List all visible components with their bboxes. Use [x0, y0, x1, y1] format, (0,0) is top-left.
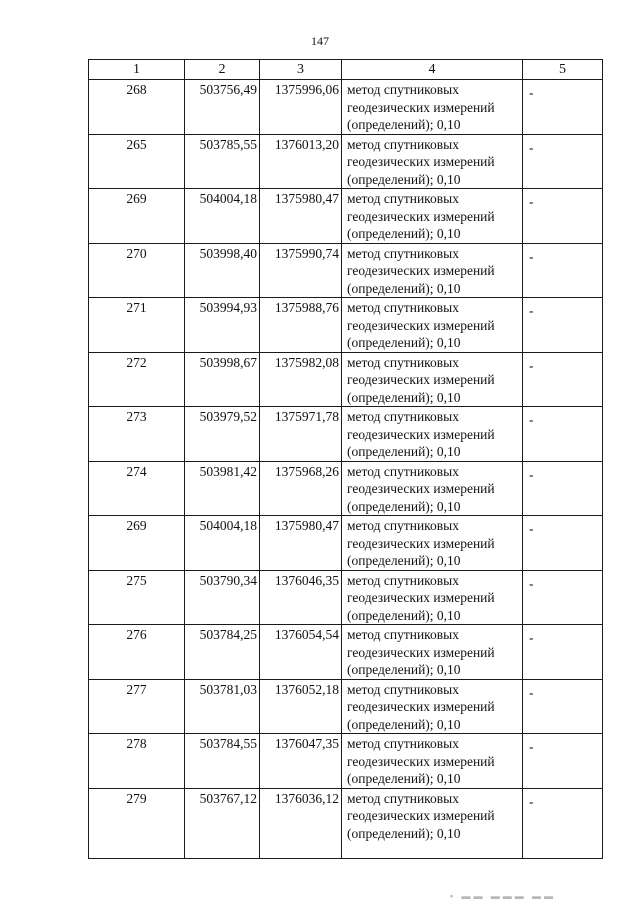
- table-row: [89, 461, 603, 516]
- method-accuracy-cell: метод спутниковых геодезических измерений (определений); 0,10: [342, 298, 523, 353]
- method-accuracy-cell: метод спутниковых геодезических измерений (определений); 0,10: [342, 189, 523, 244]
- note-cell: -: [523, 189, 603, 244]
- point-number-cell: 278: [89, 734, 185, 789]
- coordinate-y-cell: 1375990,74: [260, 243, 342, 298]
- table-body: [89, 80, 603, 859]
- point-number-cell: 273: [89, 407, 185, 462]
- coordinate-x-cell: 504004,18: [185, 189, 260, 244]
- point-number-cell: 265: [89, 134, 185, 189]
- table-header: [89, 60, 603, 80]
- coordinate-x-cell: 503784,55: [185, 734, 260, 789]
- note-cell: -: [523, 407, 603, 462]
- method-accuracy-cell: метод спутниковых геодезических измерений (определений); 0,10: [342, 570, 523, 625]
- point-number-cell: 269: [89, 516, 185, 571]
- coordinate-y-cell: 1376047,35: [260, 734, 342, 789]
- coordinate-x-cell: 503756,49: [185, 80, 260, 135]
- table-row: [89, 243, 603, 298]
- note-cell: -: [523, 352, 603, 407]
- note-cell: -: [523, 570, 603, 625]
- point-number-cell: 269: [89, 189, 185, 244]
- coordinates-table: [88, 59, 603, 859]
- method-accuracy-cell: метод спутниковых геодезических измерений (определений); 0,10: [342, 243, 523, 298]
- coordinate-x-cell: 503767,12: [185, 788, 260, 858]
- coordinate-x-cell: 503998,67: [185, 352, 260, 407]
- coordinate-x-cell: 503784,25: [185, 625, 260, 680]
- coordinate-x-cell: 504004,18: [185, 516, 260, 571]
- table-row: [89, 80, 603, 135]
- point-number-cell: 277: [89, 679, 185, 734]
- header-col-4: 4: [342, 60, 523, 80]
- table-row: [89, 788, 603, 858]
- note-cell: -: [523, 298, 603, 353]
- header-col-3: 3: [260, 60, 342, 80]
- header-row: [89, 60, 603, 80]
- coordinate-x-cell: 503994,93: [185, 298, 260, 353]
- note-cell: -: [523, 80, 603, 135]
- note-cell: -: [523, 679, 603, 734]
- header-col-2: 2: [185, 60, 260, 80]
- coordinate-x-cell: 503790,34: [185, 570, 260, 625]
- note-cell: -: [523, 134, 603, 189]
- note-cell: -: [523, 625, 603, 680]
- coordinate-x-cell: 503979,52: [185, 407, 260, 462]
- coordinate-y-cell: 1375980,47: [260, 516, 342, 571]
- coordinate-y-cell: 1375968,26: [260, 461, 342, 516]
- point-number-cell: 268: [89, 80, 185, 135]
- method-accuracy-cell: метод спутниковых геодезических измерений (определений); 0,10: [342, 679, 523, 734]
- table-row: [89, 134, 603, 189]
- coordinate-y-cell: 1375996,06: [260, 80, 342, 135]
- method-accuracy-cell: метод спутниковых геодезических измерений (определений); 0,10: [342, 516, 523, 571]
- note-cell: -: [523, 243, 603, 298]
- point-number-cell: 271: [89, 298, 185, 353]
- coordinate-x-cell: 503785,55: [185, 134, 260, 189]
- note-cell: -: [523, 734, 603, 789]
- point-number-cell: 276: [89, 625, 185, 680]
- point-number-cell: 270: [89, 243, 185, 298]
- coordinate-y-cell: 1376013,20: [260, 134, 342, 189]
- method-accuracy-cell: метод спутниковых геодезических измерений (определений); 0,10: [342, 788, 523, 858]
- method-accuracy-cell: метод спутниковых геодезических измерений (определений); 0,10: [342, 734, 523, 789]
- coordinate-y-cell: 1376052,18: [260, 679, 342, 734]
- table-row: [89, 570, 603, 625]
- coordinate-y-cell: 1376054,54: [260, 625, 342, 680]
- method-accuracy-cell: метод спутниковых геодезических измерений (определений); 0,10: [342, 625, 523, 680]
- coordinate-y-cell: 1375982,08: [260, 352, 342, 407]
- method-accuracy-cell: метод спутниковых геодезических измерений (определений); 0,10: [342, 134, 523, 189]
- note-cell: -: [523, 516, 603, 571]
- point-number-cell: 275: [89, 570, 185, 625]
- note-cell: -: [523, 788, 603, 858]
- header-col-1: 1: [89, 60, 185, 80]
- method-accuracy-cell: метод спутниковых геодезических измерений (определений); 0,10: [342, 407, 523, 462]
- table-row: [89, 679, 603, 734]
- table-row: [89, 625, 603, 680]
- coordinate-x-cell: 503981,42: [185, 461, 260, 516]
- footer-stamp-mark: ▪ ▬▬ ▬▬▬ ▬▬: [450, 893, 556, 899]
- coordinate-y-cell: 1375980,47: [260, 189, 342, 244]
- table-row: [89, 516, 603, 571]
- header-col-5: 5: [523, 60, 603, 80]
- point-number-cell: 279: [89, 788, 185, 858]
- coordinate-x-cell: 503781,03: [185, 679, 260, 734]
- table-row: [89, 298, 603, 353]
- table-row: [89, 352, 603, 407]
- table-row: [89, 734, 603, 789]
- point-number-cell: 274: [89, 461, 185, 516]
- table-row: [89, 189, 603, 244]
- coordinate-y-cell: 1375971,78: [260, 407, 342, 462]
- method-accuracy-cell: метод спутниковых геодезических измерений (определений); 0,10: [342, 461, 523, 516]
- coordinate-x-cell: 503998,40: [185, 243, 260, 298]
- table-row: [89, 407, 603, 462]
- method-accuracy-cell: метод спутниковых геодезических измерений (определений); 0,10: [342, 80, 523, 135]
- coordinate-y-cell: 1376046,35: [260, 570, 342, 625]
- coordinate-y-cell: 1376036,12: [260, 788, 342, 858]
- point-number-cell: 272: [89, 352, 185, 407]
- page-number: 147: [311, 34, 329, 48]
- note-cell: -: [523, 461, 603, 516]
- coordinate-y-cell: 1375988,76: [260, 298, 342, 353]
- method-accuracy-cell: метод спутниковых геодезических измерений (определений); 0,10: [342, 352, 523, 407]
